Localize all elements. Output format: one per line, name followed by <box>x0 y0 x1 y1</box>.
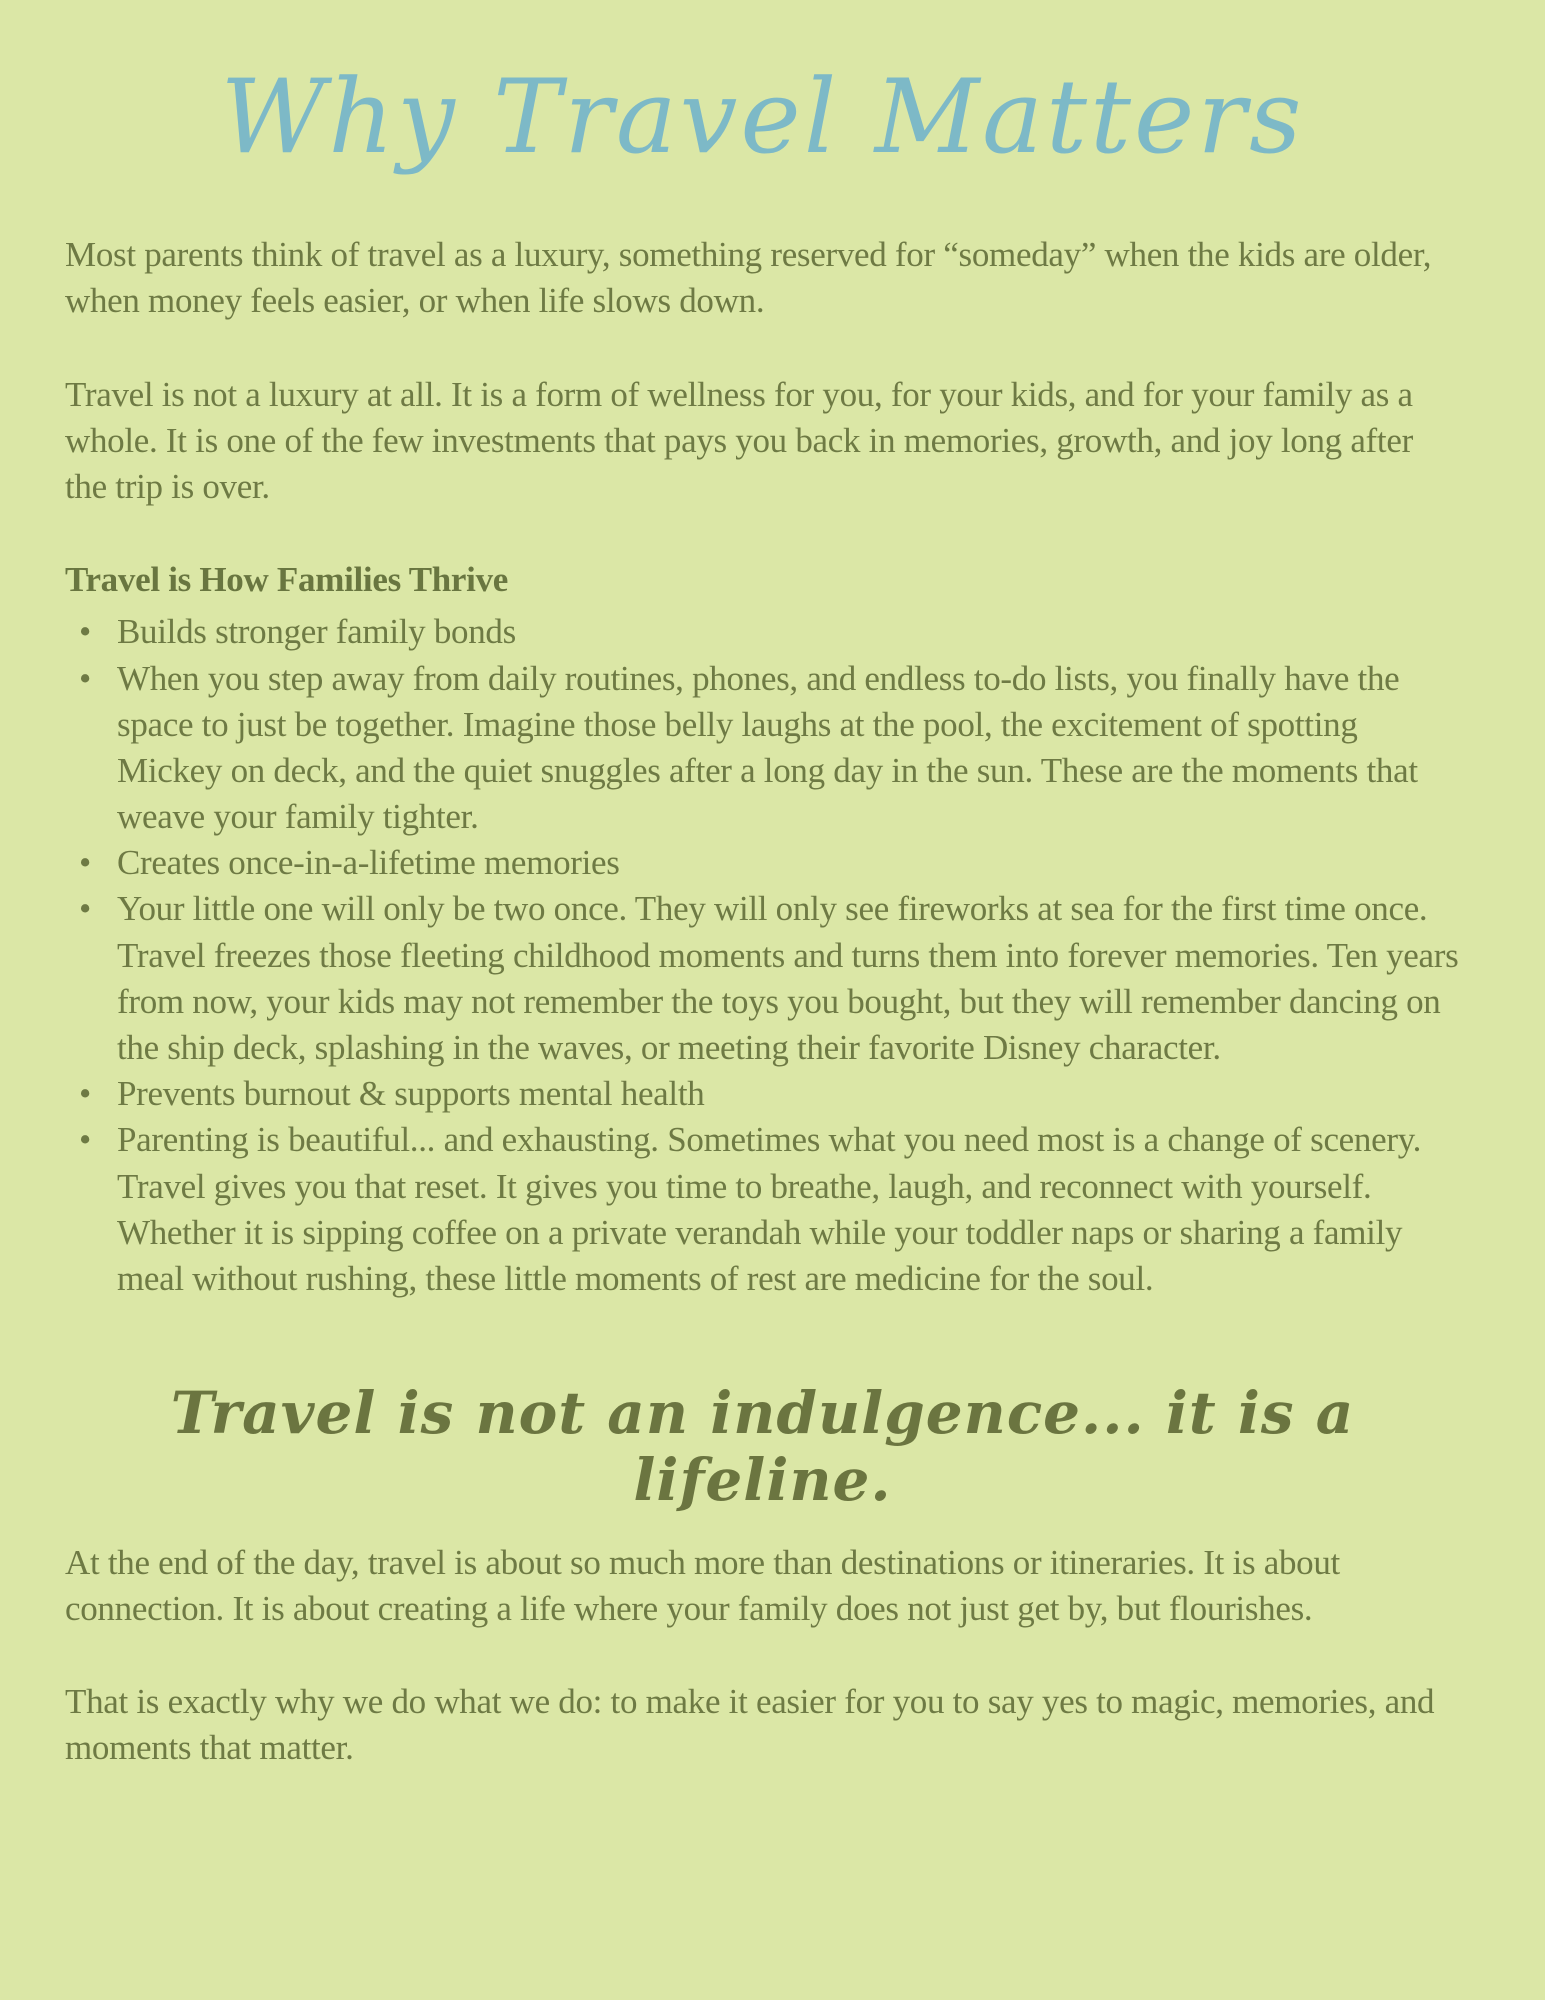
outro-paragraph-2: That is exactly why we do what we do: to make it easier for you to say yes to magic, memories, and moments that matter. <box>65 1681 1435 1768</box>
page-title: Why Travel Matters <box>220 58 1305 177</box>
bullet-item-5: • Prevents burnout & supports mental health <box>65 1071 1460 1117</box>
bullet-item-1: • Builds stronger family bonds <box>65 609 1460 655</box>
section-heading: Travel is How Families Thrive <box>65 560 509 600</box>
intro-paragraph-2: Travel is not a luxury at all. It is a form of wellness for you, for your kids, and for your family as a whole. It is one of the few investments that pays you back in memories, growth, and joy long after the trip is over. <box>65 374 1413 506</box>
bullet-item-4: • Your little one will only be two once. They will only see fireworks at sea for the first time once. Travel freezes those fleeting childhood moments and turns them into forever memories. Ten years from now, your kids may not remember the toys you bought, but they will remember dancing on the ship deck, splashing in the waves, or meeting their favorite Disney character. <box>65 886 1460 1071</box>
intro-paragraph-1: Most parents think of travel as a luxury, something reserved for “someday” when the kids are older, when money feels easier, or when life slows down. <box>65 235 1432 321</box>
bullet-list <box>65 609 1460 1302</box>
outro-paragraph-1: At the end of the day, travel is about so much more than destinations or itineraries. It is about connection. It is about creating a life where your family does not just get by, but flourishes. <box>65 1542 1340 1628</box>
bullet-item-2: • When you step away from daily routines, phones, and endless to-do lists, you finally have the space to just be together. Imagine those belly laughs at the pool, the excitement of spotting Mickey on deck, and the quiet snuggles after a long day in the sun. These are the moments that weave your family tighter. <box>65 656 1460 841</box>
pull-quote: Travel is not an indulgence... it is a lifeline. <box>170 1379 1355 1514</box>
bullet-item-6: • Parenting is beautiful... and exhausting. Sometimes what you need most is a change of scenery. Travel gives you that reset. It gives you time to breathe, laugh, and reconnect with yourself. Whether it is sipping coffee on a private verandah while your toddler naps or sharing a family meal without rushing, these little moments of rest are medicine for the soul. <box>65 1117 1460 1302</box>
bullet-item-3: • Creates once-in-a-lifetime memories <box>65 840 1460 886</box>
